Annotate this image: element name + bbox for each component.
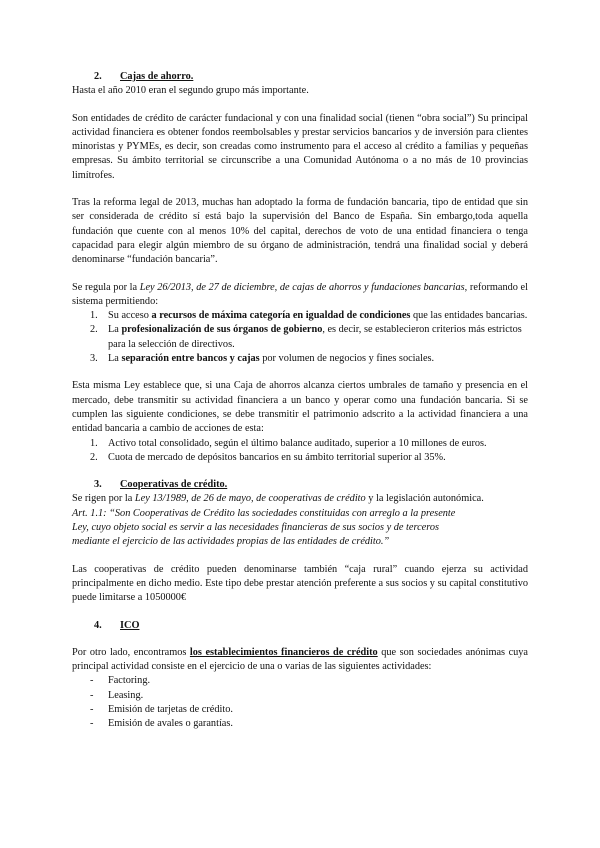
list-item: [72, 689, 528, 703]
bold-text: a recursos de máxima categoría en igualdad de condiciones: [151, 310, 411, 322]
list-marker: 2.: [90, 324, 98, 336]
quote-line: mediante el ejercicio de las actividades propias de las entidades de crédito.”: [72, 536, 390, 548]
paragraph-establecimientos: [72, 646, 528, 675]
list-marker: -: [90, 703, 94, 715]
list-text: Emisión de tarjetas de crédito.: [108, 703, 233, 715]
list-marker: 3.: [90, 353, 98, 365]
list-item: [72, 703, 528, 717]
section-heading-cajas: [94, 70, 528, 84]
bold-underlined-text: los establecimientos financieros de crédito: [189, 646, 378, 658]
list-marker: 2.: [90, 451, 98, 463]
text-fragment: y la legislación autonómica.: [365, 493, 484, 505]
section-title: Cajas de ahorro.: [120, 71, 194, 82]
list-text: Activo total consolidado, según el último balance auditado, superior a 10 millones de euros.: [108, 437, 487, 449]
quote-line: Ley, cuyo objeto social es servir a las necesidades financieras de sus socios y de terceros: [72, 522, 439, 534]
paragraph-thresholds: Esta misma Ley establece que, si una Caja de ahorros alcanza ciertos umbrales de tamaño y presencia en el mercado, debe transmitir su actividad financiera a un banco y operar como una fundación bancaria. Si se cumplen las siguiente condiciones, se debe transmitir el patrimonio adscrito a la actividad financiera a una entidad bancaria a cambio de acciones de esta:: [72, 380, 528, 435]
text-fragment: que las entidades bancarias.: [410, 310, 528, 322]
list-item: [72, 674, 528, 688]
paragraph-reform: Tras la reforma legal de 2013, muchas han adoptado la forma de fundación bancaria, tipo de entidad que sin ser considerada de crédito sí está bajo la supervisión del Banco de España. Sin embargo,toda aquella fundación que cuente con al menos 10% del capital, derechos de voto de una entidad financiera o tenga capacidad para elegir algún miembro de su órgano de administración, tendrá una finalidad social y deberá denominarse “fundación bancaria”.: [72, 197, 528, 266]
list-text: Cuota de mercado de depósitos bancarios en su ámbito territorial superior al 35%.: [108, 451, 446, 463]
text-fragment: La: [108, 324, 122, 336]
list-text: Emisión de avales o garantías.: [108, 718, 233, 730]
numbered-list-reforms: [72, 309, 528, 366]
paragraph-definition: Son entidades de crédito de carácter fundacional y con una finalidad social (tienen “obra social”) Su principal actividad financiera es obtener fondos reembolsables y prestar servicios bancarios y de inversión para clientes minoristas y PYMEs, es decir, son creadas como instrumento para el acceso al crédito a familias y pequeñas empresas. Su ámbito territorial se circunscribe a una Comunidad Autónoma o a no más de 10 provincias limítrofes.: [72, 112, 528, 181]
text-fragment: Se regula por la: [72, 281, 140, 293]
bold-text: separación entre bancos y cajas: [121, 353, 260, 365]
list-marker: -: [90, 675, 94, 687]
list-item: [72, 437, 528, 451]
text-fragment: La: [108, 353, 122, 365]
numbered-list-conditions: [72, 437, 528, 466]
bold-text: profesionalización de sus órganos de gobierno: [121, 324, 323, 336]
section-heading-cooperativas: [94, 478, 528, 492]
list-item: [72, 323, 528, 352]
paragraph-intro: Hasta el año 2010 eran el segundo grupo más importante.: [72, 85, 309, 97]
section-number: 4.: [94, 619, 102, 631]
text-fragment: , reformando el sistema permitiendo:: [72, 281, 528, 307]
list-item: [72, 717, 528, 731]
list-marker: -: [90, 689, 94, 701]
text-fragment: Su acceso: [108, 310, 152, 322]
text-fragment: por volumen de negocios y fines sociales.: [259, 353, 435, 365]
law-reference: Ley 13/1989, de 26 de mayo, de cooperativas de crédito: [134, 493, 366, 505]
text-fragment: que son sociedades anónimas cuya principal actividad consiste en el ejercicio de una o varias de las siguientes actividades:: [72, 646, 529, 673]
bullet-list-activities: [72, 674, 528, 731]
paragraph-regulation: [72, 281, 528, 310]
section-number: 2.: [94, 71, 102, 82]
law-reference: Ley 26/2013, de 27 de diciembre, de cajas de ahorros y fundaciones bancarias: [139, 281, 465, 293]
section-number: 3.: [94, 479, 102, 491]
section-title: ICO: [120, 619, 140, 631]
list-text: Leasing.: [108, 689, 144, 701]
section-heading-ico: [94, 619, 528, 633]
list-item: [72, 309, 528, 323]
text-fragment: Se rigen por la: [72, 493, 135, 505]
quote-line: Art. 1.1: “Son Cooperativas de Crédito las sociedades constituidas con arreglo a la presente: [72, 507, 456, 519]
section-title: Cooperativas de crédito.: [120, 479, 228, 491]
paragraph-caja-rural: Las cooperativas de crédito pueden denominarse también “caja rural” cuando ejerza su actividad principalmente en dicho medio. Este tipo debe prestar atención preferente a sus socios y su capital constitutivo puede limitarse a 1050000€: [72, 563, 528, 604]
text-fragment: Por otro lado, encontramos: [72, 646, 190, 658]
list-marker: 1.: [90, 437, 98, 449]
list-marker: -: [90, 718, 94, 730]
list-marker: 1.: [90, 310, 98, 322]
list-text: Factoring.: [108, 675, 151, 687]
list-item: [72, 352, 528, 366]
text-fragment: , es decir, se establecieron criterios más estrictos para la selección de directivos.: [108, 324, 522, 350]
paragraph-cooperativas-law: [72, 492, 528, 506]
list-item: [72, 451, 528, 465]
